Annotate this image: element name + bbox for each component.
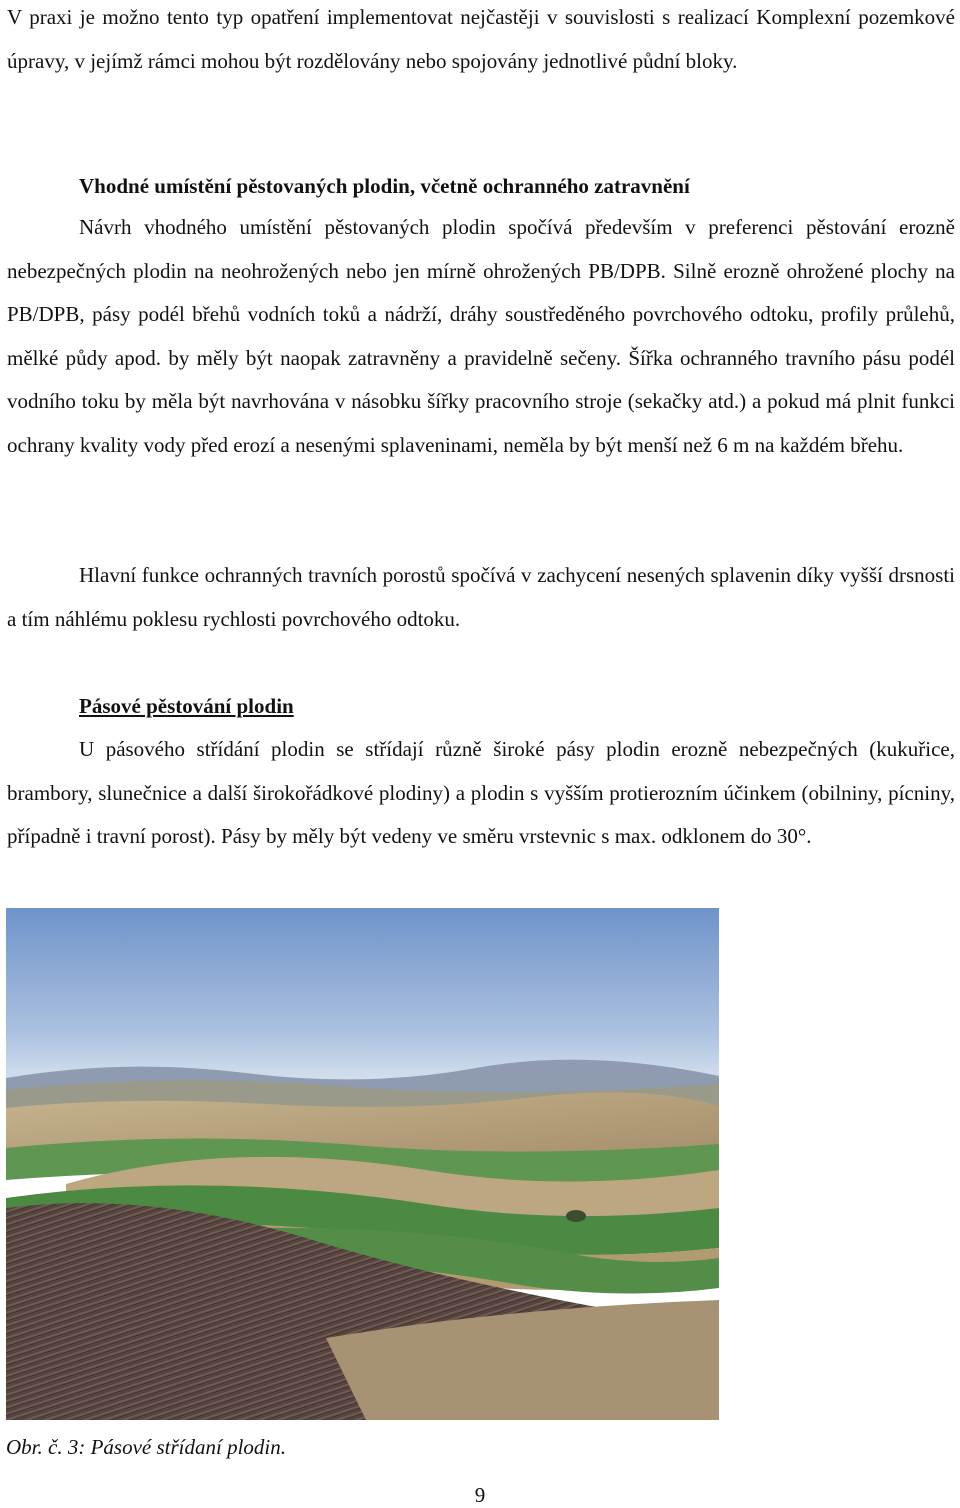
strip-cropping-paragraph: U pásového střídání plodin se střídají různě široké pásy plodin erozně nebezpečných (kukuřice, brambory, slunečnice a další širokořádkové plodiny) a plodin s vyšším protierozním účinkem (obilniny, pícniny, případně i travní porost). Pásy by měly být vedeny ve směru vrstevnic s max. odklonem do 30°. <box>7 737 955 848</box>
grass-buffer-paragraph: Hlavní funkce ochranných travních porostů spočívá v zachycení nesených splavenin díky vyšší drsnosti a tím náhlému poklesu rychlosti povrchového odtoku. <box>7 563 955 631</box>
strip-cropping-photo <box>6 908 719 1420</box>
section-heading-crop-placement: Vhodné umístění pěstovaných plodin, včetně ochranného zatravnění <box>79 174 690 198</box>
crop-placement-paragraph: Návrh vhodného umístění pěstovaných plodin spočívá především v preferenci pěstování erozně nebezpečných plodin na neohrožených nebo jen mírně ohrožených PB/DPB. Silně erozně ohrožené plochy na PB/DPB, pásy podél břehů vodních toků a nádrží, dráhy soustředěného povrchového odtoku, profily průlehů, mělké půdy apod. by měly být naopak zatravněny a pravidelně sečeny. Šířka ochranného travního pásu podél vodního toku by měla být navrhována v násobku šířky pracovního stroje (sekačky atd.) a pokud má plnit funkci ochrany kvality vody před erozí a nesenými splaveninami, neměla by být menší než 6 m na každém břehu. <box>7 215 955 457</box>
figure-caption: Obr. č. 3: Pásové střídaní plodin. <box>6 1435 286 1459</box>
page-number: 9 <box>474 1483 486 1507</box>
bush <box>566 1210 586 1222</box>
sky <box>6 908 719 1083</box>
intro-paragraph: V praxi je možno tento typ opatření implementovat nejčastěji v souvislosti s realizací Komplexní pozemkové úpravy, v jejímž rámci mohou být rozdělovány nebo spojovány jednotlivé půdní bloky. <box>7 5 955 73</box>
section-heading-strip-cropping: Pásové pěstování plodin <box>79 694 294 718</box>
